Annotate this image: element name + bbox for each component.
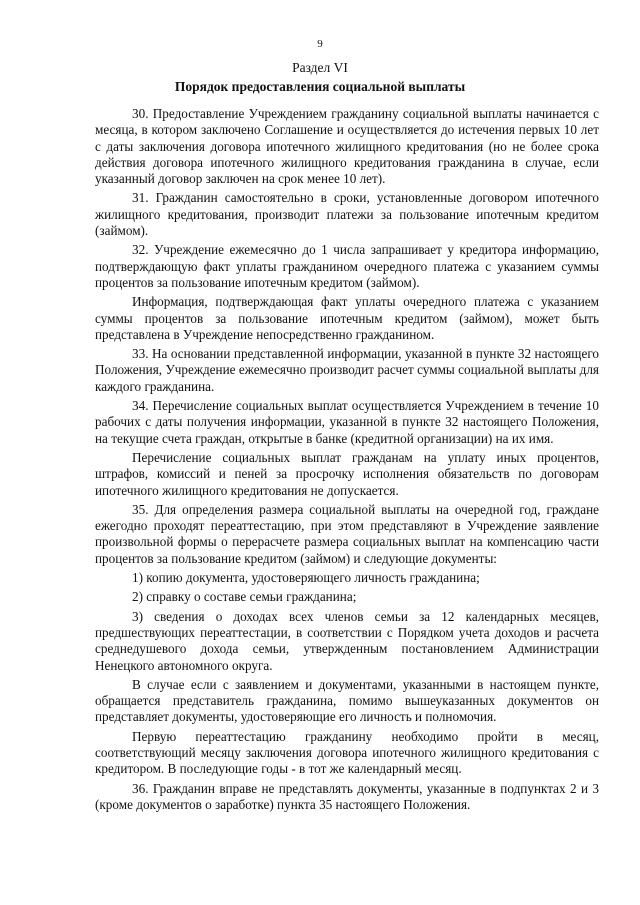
paragraph-35: 35. Для определения размера социальной выплаты на очередной год, граждане ежегодно проходят переаттестацию, при этом представляют в Учреждение заявление произвольной формы о перерасчете размера социальных выплат на компенсацию части процентов за пользование кредитом (займом) и следующие документы: [95, 501, 599, 566]
paragraph-35-first-attestation: Первую переаттестацию гражданину необходимо пройти в месяц, соответствующий месяцу заключения договора ипотечного жилищного кредитования с кредитором. В последующие годы - в тот же календарный месяц. [95, 728, 599, 777]
paragraph-32: 32. Учреждение ежемесячно до 1 числа запрашивает у кредитора информацию, подтверждающую факт уплаты гражданином очередного платежа с указанием суммы процентов за пользование ипотечным кредитом (займом). [95, 242, 599, 290]
section-body [95, 106, 599, 816]
paragraph-34: 34. Перечисление социальных выплат осуществляется Учреждением в течение 10 рабочих с даты получения информации, указанной в пункте 32 настоящего Положения, на текущие счета граждан, открытые в банке (кредитной организации) на их имя. [95, 398, 599, 446]
paragraph-35-representative: В случае если с заявлением и документами, указанными в настоящем пункте, обращается представитель гражданина, помимо вышеуказанных документов он представляет документы, удостоверяющие его личность и полномочия. [95, 676, 599, 725]
list-item-3: 3) сведения о доходах всех членов семьи за 12 календарных месяцев, предшествующих переаттестации, в соответствии с Порядком учета доходов и расчета среднедушевого дохода семьи, утвержденным постановлением Администрации Ненецкого автономного округа. [95, 608, 599, 673]
paragraph-32-info: Информация, подтверждающая факт уплаты очередного платежа с указанием суммы процентов за пользование ипотечным кредитом (займом), может быть представлена в Учреждение непосредственно гражданином. [95, 294, 599, 342]
paragraph-36: 36. Гражданин вправе не представлять документы, указанные в подпунктах 2 и 3 (кроме документов о заработке) пункта 35 настоящего Положения. [95, 780, 599, 812]
section-label: Раздел VI [292, 60, 348, 75]
paragraph-30: 30. Предоставление Учреждением гражданину социальной выплаты начинается с месяца, в котором заключено Соглашение и осуществляется до истечения первых 10 лет с даты заключения договора ипотечного жилищного кредитования (но не более срока действия договора ипотечного жилищного кредитования гражданина в случае, если указанный договор заключен на срок менее 10 лет). [95, 106, 599, 187]
paragraph-33: 33. На основании представленной информации, указанной в пункте 32 настоящего Положения, Учреждение ежемесячно производит расчет суммы социальной выплаты для каждого гражданина. [95, 346, 599, 394]
paragraph-31: 31. Гражданин самостоятельно в сроки, установленные договором ипотечного жилищного кредитования, производит платежи за пользование ипотечным кредитом (займом). [95, 190, 599, 239]
list-item-2: 2) справку о составе семьи гражданина; [132, 589, 357, 605]
section-title: Порядок предоставления социальной выплаты [174, 79, 466, 94]
page-number: 9 [317, 38, 323, 50]
paragraph-34-restriction: Перечисление социальных выплат гражданам на уплату иных процентов, штрафов, комиссий и пеней за просрочку исполнения обязательств по договорам ипотечного жилищного кредитования не допускается. [95, 449, 599, 498]
list-item-1: 1) копию документа, удостоверяющего личность гражданина; [132, 570, 480, 586]
